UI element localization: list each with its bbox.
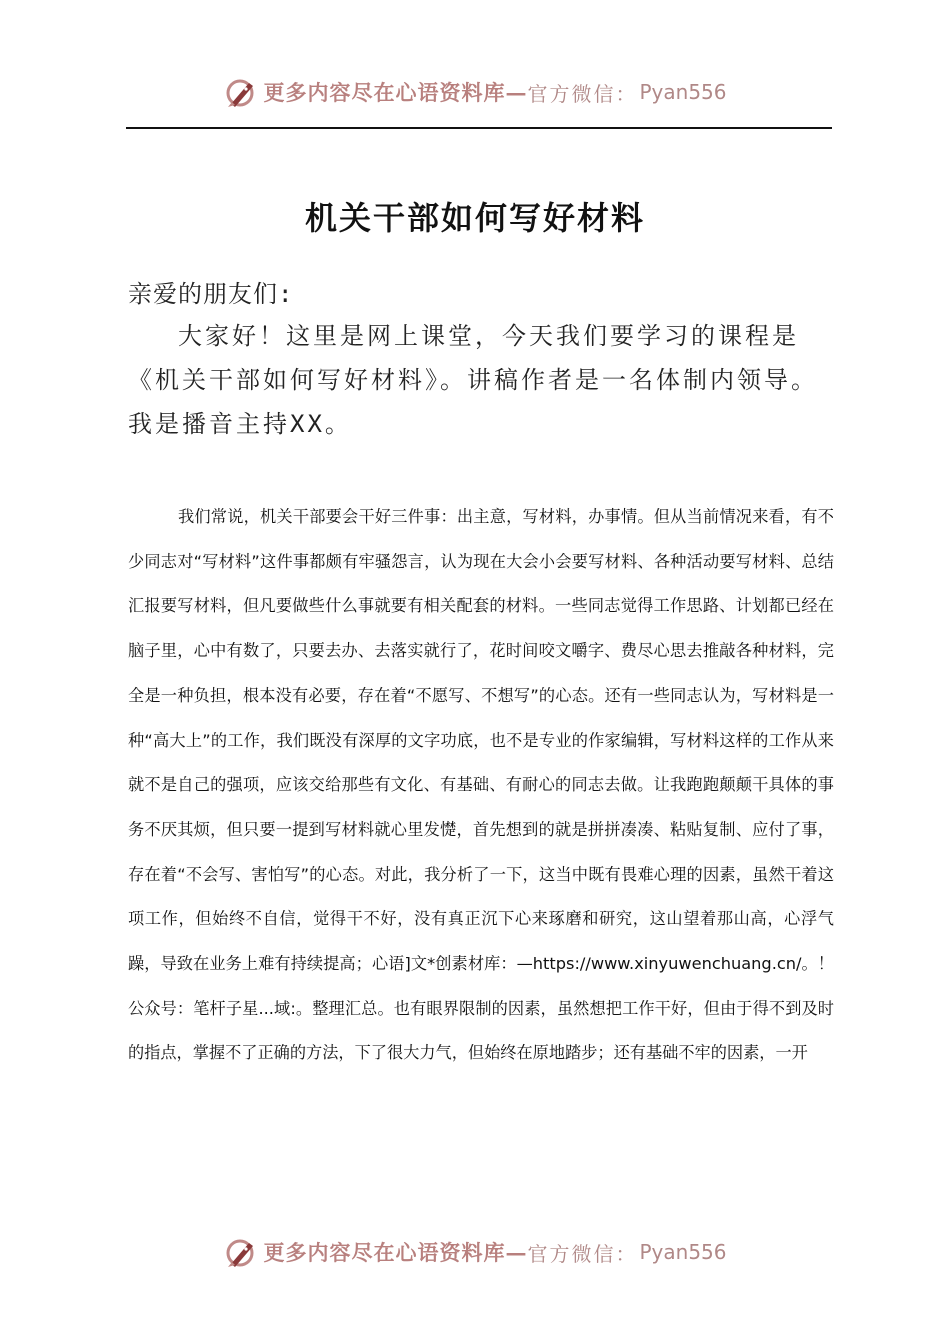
- header-wechat-label: 官方微信：: [527, 81, 638, 106]
- greeting-line: 亲爱的朋友们:: [128, 280, 294, 308]
- header-banner-text: 更多内容尽在心语资料库—: [263, 80, 528, 105]
- header-banner: [0, 72, 950, 112]
- footer-wechat-label: 官方微信：: [527, 1241, 638, 1266]
- intro-paragraph: 大家好！这里是网上课堂，今天我们要学习的课程是《机关干部如何写好材料》。讲稿作者是一名体制内领导。我是播音主持XX。: [128, 322, 818, 438]
- document-title: 机关干部如何写好材料: [304, 199, 645, 238]
- footer-wechat-id: Pyan556: [639, 1240, 727, 1264]
- footer-banner-text: 更多内容尽在心语资料库—: [263, 1240, 528, 1265]
- header-wechat-id: Pyan556: [639, 80, 727, 104]
- footer-banner: [0, 1232, 950, 1272]
- header-divider: [126, 127, 832, 129]
- body-paragraph: 我们常说，机关干部要会干好三件事：出主意，写材料，办事情。但从当前情况来看，有不少同志对“写材料”这件事都颇有牢骚怨言，认为现在大会小会要写材料、各种活动要写材料、总结汇报要写材料，但凡要做些什么事就要有相关配套的材料。一些同志觉得工作思路、计划都已经在脑子里，心中有数了，只要去办、去落实就行了，花时间咬文嚼字、费尽心思去推敲各种材料，完全是一种负担，根本没有必要，存在着“不愿写、不想写”的心态。还有一些同志认为，写材料是一种“高大上”的工作，我们既没有深厚的文字功底，也不是专业的作家编辑，写材料这样的工作从来就不是自己的强项，应该交给那些有文化、有基础、有耐心的同志去做。让我跑跑颠颠干具体的事务不厌其烦，但只要一提到写材料就心里发憷，首先想到的就是拼拼凑凑、粘贴复制、应付了事，存在着“不会写、害怕写”的心态。对此，我分析了一下，这当中既有畏难心理的因素，虽然干着这项工作，但始终不自信，觉得干不好，没有真正沉下心来琢磨和研究，这山望着那山高，心浮气躁，导致在业务上难有持续提高；心语]文*创素材库：—https://www.xinyuwenchuang.cn/。！公众号：笔杆子星...域:。整理汇总。也有眼界限制的因素，虽然想把工作干好，但由于得不到及时的指点，掌握不了正确的方法，下了很大力气，但始终在原地踏步；还有基础不牢的因素，一开: [128, 507, 834, 1063]
- pen-nib-logo-icon: [223, 1234, 259, 1270]
- pen-nib-logo-icon: [223, 74, 259, 110]
